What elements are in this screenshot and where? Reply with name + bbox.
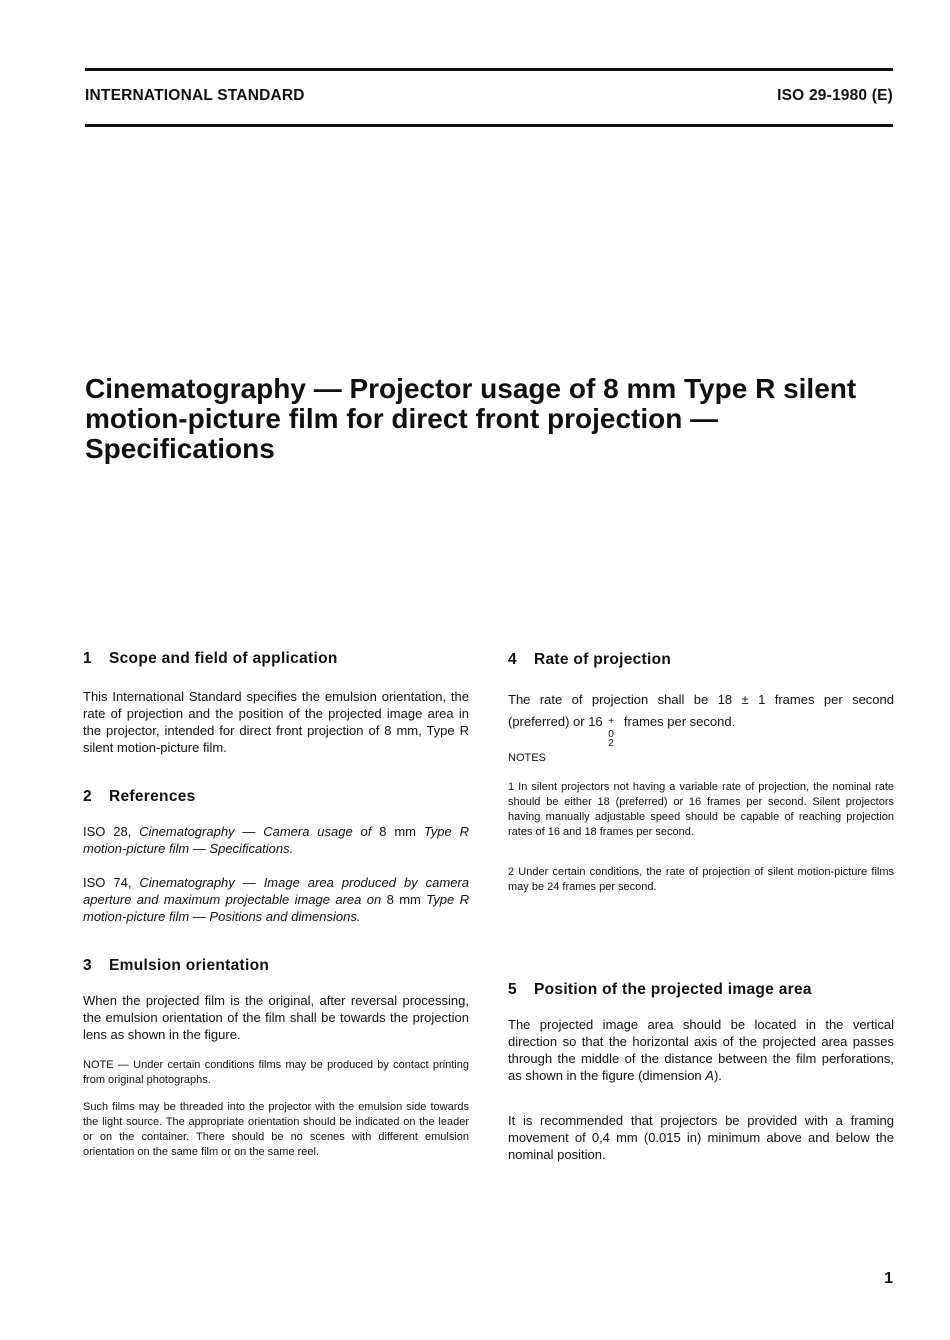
title-line-2: motion-picture film for direct front projection — (85, 403, 719, 434)
header-bottom-rule (85, 124, 893, 127)
document-type-label: INTERNATIONAL STANDARD (85, 87, 305, 104)
section-4-note-2: 2 Under certain conditions, the rate of projection of silent motion-picture films may be 24 frames per second. (508, 866, 894, 893)
notes-label: NOTES (508, 752, 546, 764)
section-4-note-1: 1 In silent projectors not having a variable rate of projection, the nominal rate should be either 18 (preferred) or 16 frames per second. Silent projectors having manually adjustable speed should be capable of reaching projection rates of 16 and 18 frames per second. (508, 781, 894, 838)
page-title (85, 374, 905, 464)
section-3-note: NOTE — Under certain conditions films may be produced by contact printing from original photographs. (83, 1059, 469, 1086)
title-line-3: Specifications (85, 433, 275, 464)
section-5-body: The projected image area should be located in the vertical direction so that the horizontal axis of the projected area passes through the middle of the distance between the film perforations, as shown in the figure (dimension A). (508, 1017, 894, 1083)
section-2-heading: 2 References (83, 788, 196, 805)
section-5-body-2: It is recommended that projectors be provided with a framing movement of 0,4 mm (0.015 in) minimum above and below the nominal position. (508, 1113, 894, 1162)
page-number: 1 (884, 1270, 893, 1287)
section-4-heading: 4 Rate of projection (508, 651, 672, 668)
reference-iso-28: ISO 28, Cinematography — Camera usage of 8 mm Type R motion-picture film — Specifications. (83, 824, 469, 856)
section-3-note-continuation: Such films may be threaded into the projector with the emulsion side towards the light source. The appropriate orientation should be indicated on the leader or on the container. There should be no scenes with different emulsion orientation on the same film or on the same reel. (83, 1101, 469, 1158)
section-1-heading: 1 Scope and field of application (83, 650, 338, 667)
left-column (83, 650, 469, 1160)
reference-iso-74: ISO 74, Cinematography — Image area produced by camera aperture and maximum projectable image area on 8 mm Type R motion-picture film — Positions and dimensions. (83, 875, 469, 924)
standard-number: ISO 29-1980 (E) (777, 87, 893, 104)
section-1-body: This International Standard specifies the emulsion orientation, the rate of projection and the position of the projected image area in the projector, intended for direct front projection of 8 mm, Type R silent motion-picture film. (83, 689, 469, 755)
section-5-heading: 5 Position of the projected image area (508, 981, 812, 998)
section-4-body: The rate of projection shall be 18 ± 1 frames per second (preferred) or 16 + 2 0 frames per second. (508, 692, 894, 749)
header-top-rule (85, 68, 893, 71)
section-3-body: When the projected film is the original, after reversal processing, the emulsion orientation of the film shall be towards the projection lens as shown in the figure. (83, 993, 469, 1042)
right-column (508, 651, 894, 1163)
section-3-heading: 3 Emulsion orientation (83, 957, 270, 974)
title-line-1: Cinematography — Projector usage of 8 mm Type R silent (85, 373, 857, 404)
